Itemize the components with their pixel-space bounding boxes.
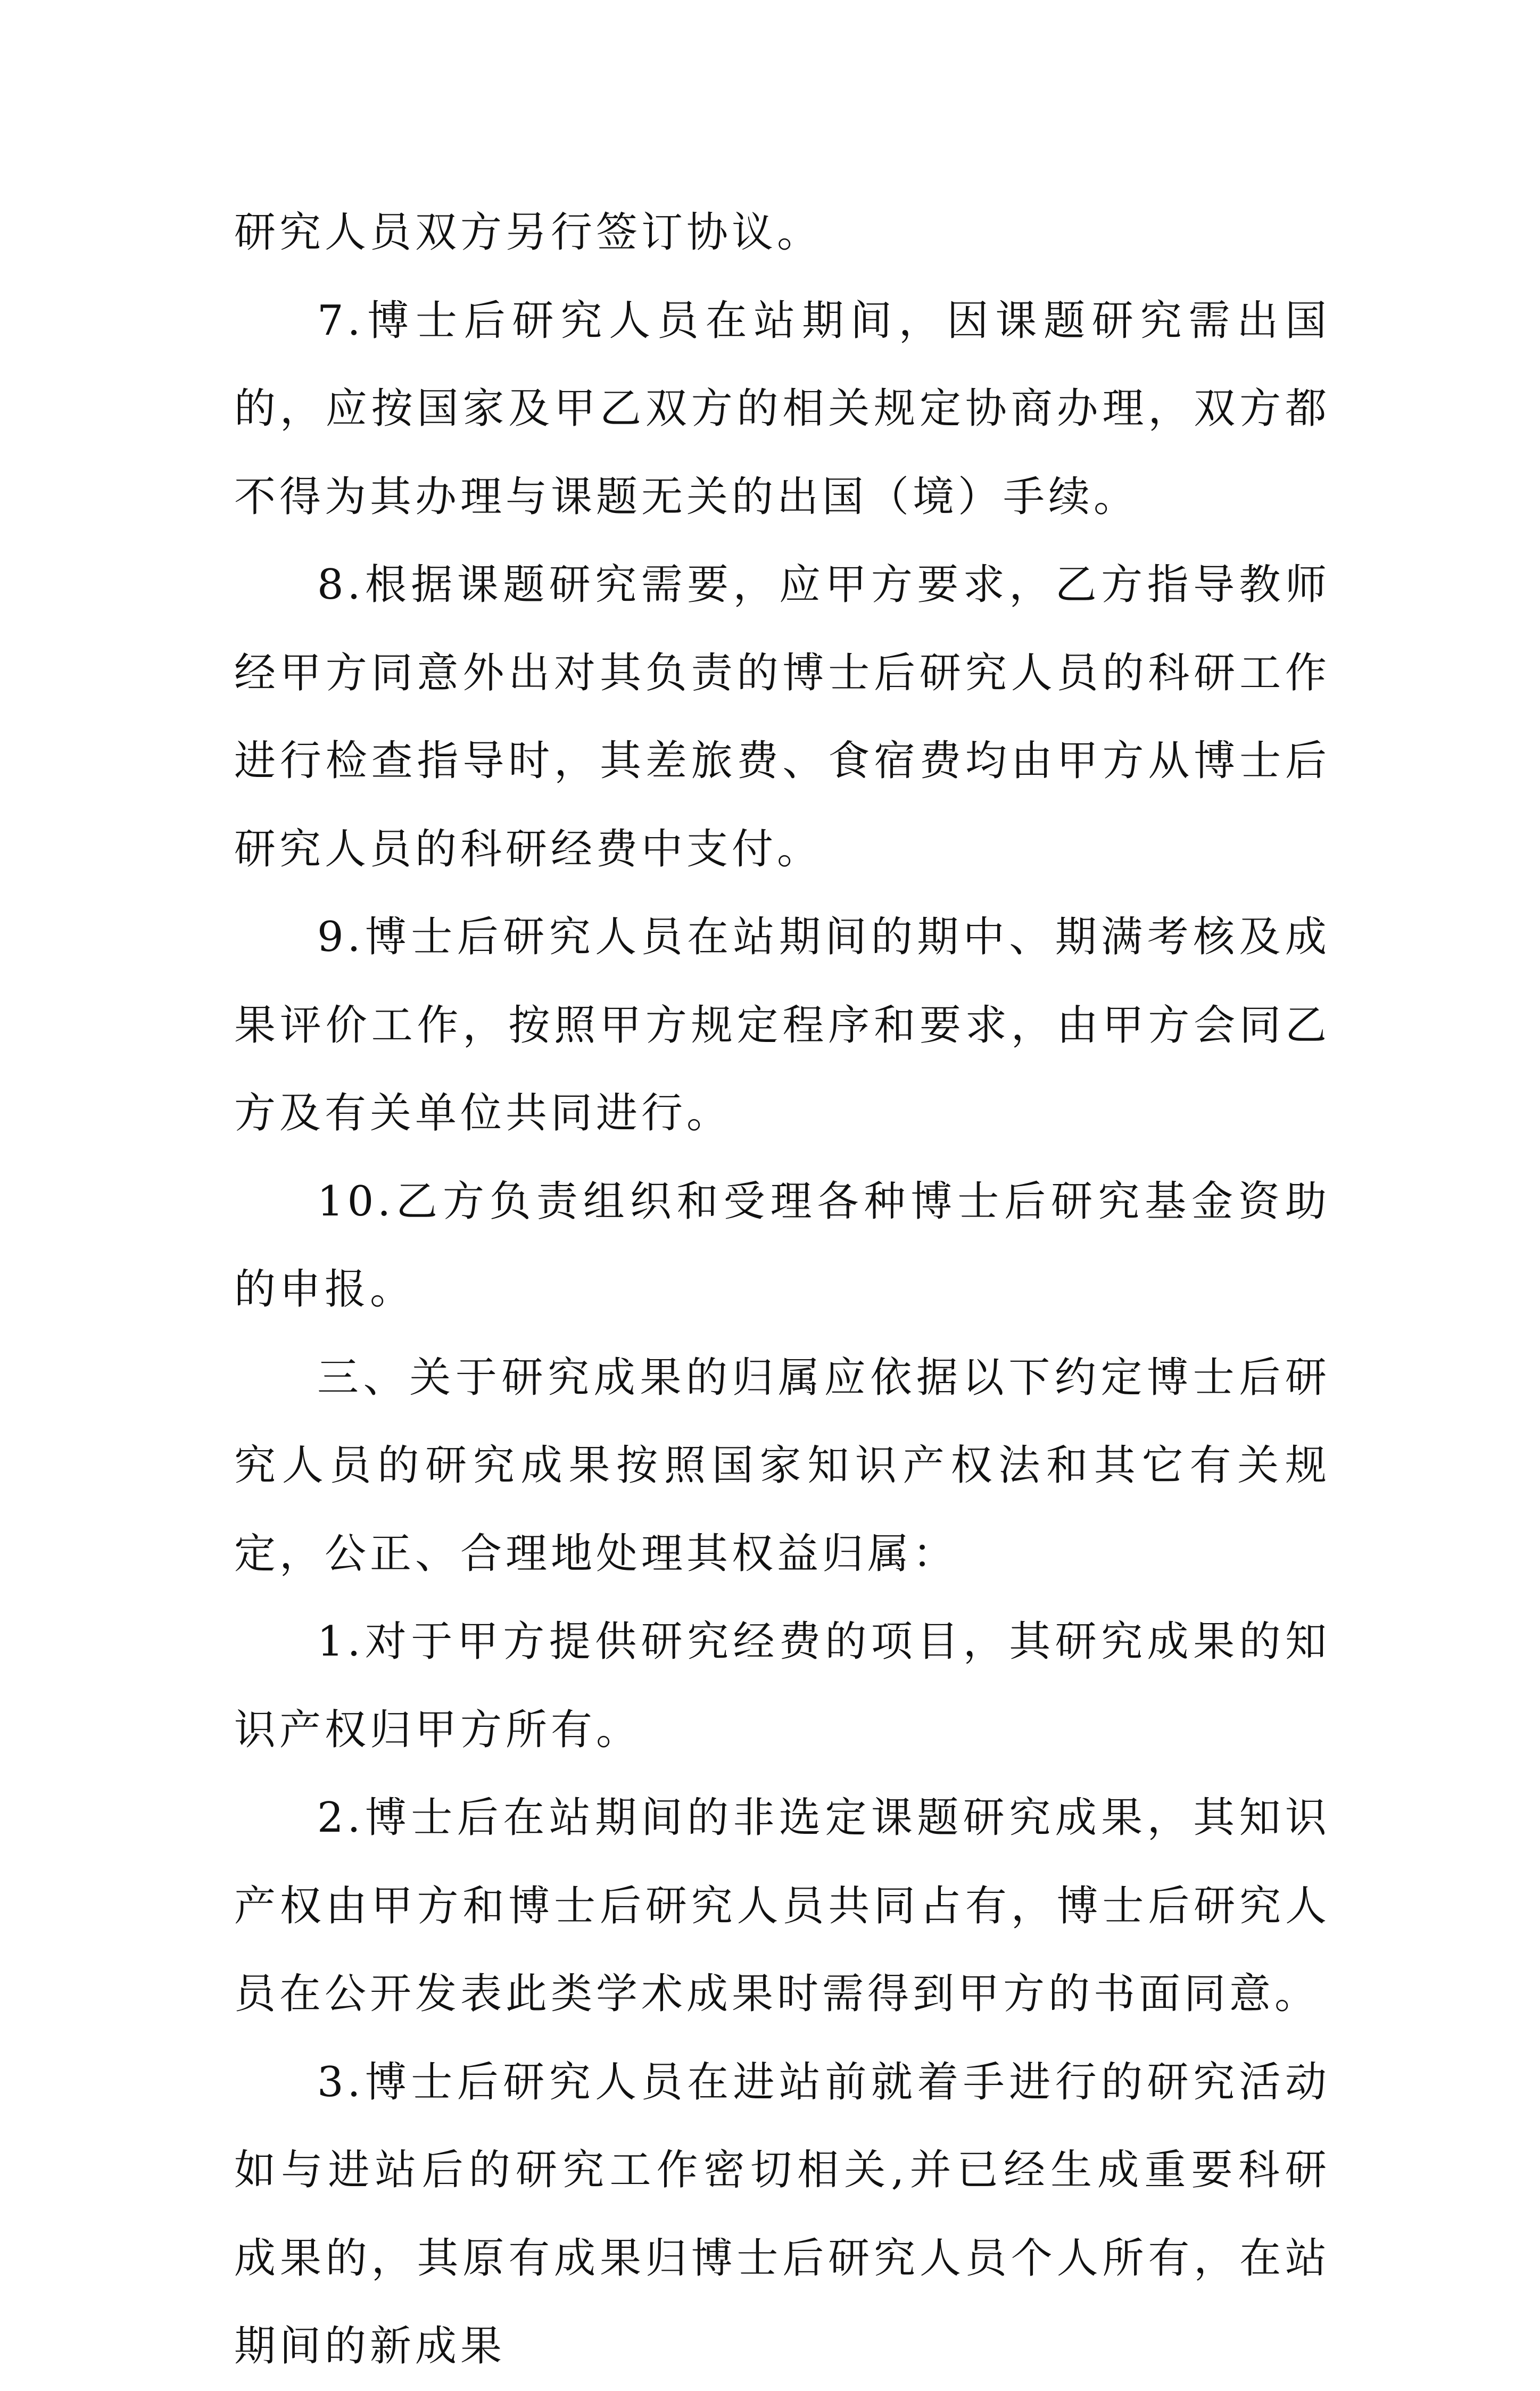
section-heading-three: 三、关于研究成果的归属应依据以下约定博士后研究人员的研究成果按照国家知识产权法和其它有关规定，公正、合理地处理其权益归属： bbox=[234, 1353, 1330, 1578]
paragraph-item-2: 2.博士后在站期间的非选定课题研究成果，其知识产权由甲方和博士后研究人员共同占有，博士后研究人员在公开发表此类学术成果时需得到甲方的书面同意。 bbox=[234, 1794, 1330, 2018]
paragraph-item-3: 3.博士后研究人员在进站前就着手进行的研究活动如与进站后的研究工作密切相关,并已经生成重要科研成果的，其原有成果归博士后研究人员个人所有，在站期间的新成果 bbox=[234, 2058, 1330, 2370]
paragraph-item-8: 8.根据课题研究需要，应甲方要求，乙方指导教师经甲方同意外出对其负责的博士后研究人员的科研工作进行检查指导时，其差旅费、食宿费均由甲方从博士后研究人员的科研经费中支付。 bbox=[234, 561, 1330, 873]
document-body bbox=[234, 189, 1330, 2391]
paragraph-item-10: 10.乙方负责组织和受理各种博士后研究基金资助的申报。 bbox=[234, 1177, 1330, 1313]
paragraph-item-1: 1.对于甲方提供研究经费的项目，其研究成果的知识产权归甲方所有。 bbox=[234, 1618, 1330, 1754]
paragraph-continuation: 研究人员双方另行签订协议。 bbox=[234, 209, 823, 257]
paragraph-item-7: 7.博士后研究人员在站期间，因课题研究需出国的，应按国家及甲乙双方的相关规定协商办理，双方都不得为其办理与课题无关的出国（境）手续。 bbox=[234, 296, 1330, 521]
paragraph-item-9: 9.博士后研究人员在站期间的期中、期满考核及成果评价工作，按照甲方规定程序和要求，由甲方会同乙方及有关单位共同进行。 bbox=[234, 913, 1330, 1137]
